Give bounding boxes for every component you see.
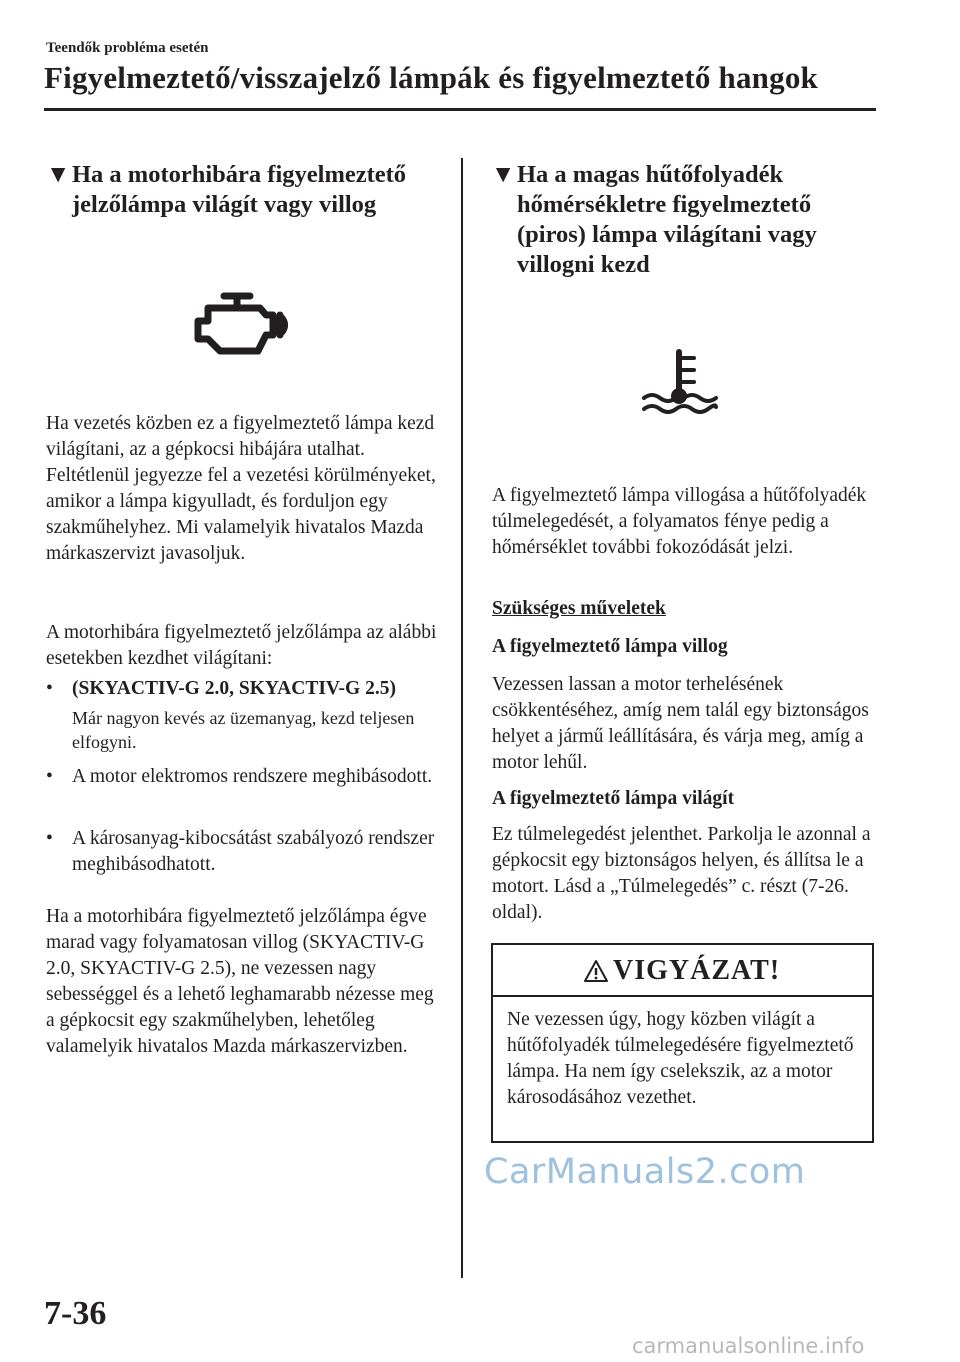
engine-warning-icon: [188, 291, 294, 357]
left-paragraph-2: A motorhibára figyelmeztető jelzőlámpa az alábbi esetekben kezdhet világítani:: [46, 622, 437, 669]
caution-text: Ne vezessen úgy, hogy közben világít a hűtőfolyadék túlmelegedésére figyelmeztető lámpa. Ha nem így cselekszik, az a motor károsodásához vezethet.: [507, 1009, 854, 1108]
triangle-marker-icon: ▼: [46, 161, 71, 188]
list-item: [46, 826, 446, 878]
right-paragraph-1: A figyelmeztető lámpa villogása a hűtőfolyadék túlmelegedését, a folyamatos fénye pedig a hőmérséklet további fokozódását jelzi.: [492, 485, 867, 558]
title-rule: [44, 108, 876, 111]
left-heading: [46, 160, 446, 220]
list-item: [46, 676, 446, 754]
list-item: [46, 764, 446, 790]
left-paragraph-1: Ha vezetés közben ez a figyelmeztető lámpa kezd világítani, az a gépkocsi hibájára utalhat. Feltétlenül jegyezze fel a vezetési körülményeket, amikor a lámpa kigyulladt, és forduljon egy szakműhelyhez. Mi valamelyik hivatalos Mazda márkaszervizt javasoljuk.: [46, 413, 436, 564]
triangle-marker-icon: ▼: [491, 161, 516, 188]
warning-triangle-icon: [583, 959, 609, 983]
subheading-flashing: A figyelmeztető lámpa villog: [492, 636, 728, 657]
list-item-title: (SKYACTIV-G 2.0, SKYACTIV-G 2.5): [72, 678, 396, 699]
column-divider: [461, 158, 463, 1278]
bullet-icon: •: [46, 828, 53, 849]
watermark-carmanuals2: CarManuals2.com: [484, 1152, 806, 1192]
right-paragraph-2: Vezessen lassan a motor terhelésének csökkentéséhez, amíg nem talál egy biztonságos helyet a jármű leállítására, és várja meg, amíg a motor lehűl.: [492, 674, 869, 773]
right-heading-text: Ha a magas hűtőfolyadék hőmérsékletre figyelmeztető (piros) lámpa világítani vagy villogni kezd: [517, 161, 817, 278]
caution-title: VIGYÁZAT!: [613, 955, 781, 986]
caution-header: [493, 945, 872, 997]
actions-heading: Szükséges műveletek: [492, 598, 666, 619]
right-heading: [491, 160, 875, 280]
section-label: Teendők probléma esetén: [46, 40, 209, 56]
page-title: Figyelmeztető/visszajelző lámpák és figyelmeztető hangok: [44, 60, 818, 95]
right-paragraph-3: Ez túlmelegedést jelenthet. Parkolja le azonnal a gépkocsit egy biztonságos helyen, és állítsa le a motort. Lásd a „Túlmelegedés” c. részt (7-26. oldal).: [492, 824, 871, 923]
watermark-carmanualsonline: carmanualsonline.info: [632, 1334, 865, 1358]
bullet-icon: •: [46, 678, 53, 699]
page-number: 7-36: [44, 1295, 107, 1332]
bullet-icon: •: [46, 766, 53, 787]
list-item-text: A károsanyag-kibocsátást szabályozó rendszer meghibásodhatott.: [72, 828, 435, 875]
left-heading-text: Ha a motorhibára figyelmeztető jelzőlámpa világít vagy villog: [72, 161, 407, 218]
coolant-temperature-icon: [640, 348, 720, 414]
list-item-text: A motor elektromos rendszere meghibásodott.: [72, 766, 433, 787]
subheading-lit: A figyelmeztető lámpa világít: [492, 788, 735, 809]
left-paragraph-3: Ha a motorhibára figyelmeztető jelzőlámpa égve marad vagy folyamatosan villog (SKYACTIV-G 2.0, SKYACTIV-G 2.5), ne vezessen nagy sebességgel és a lehető leghamarabb nézesse meg a gépkocsit egy szakműhelyben, lehetőleg valamelyik hivatalos Mazda márkaszervizben.: [46, 906, 434, 1057]
list-item-text: Már nagyon kevés az üzemanyag, kezd teljesen elfogyni.: [72, 708, 415, 752]
